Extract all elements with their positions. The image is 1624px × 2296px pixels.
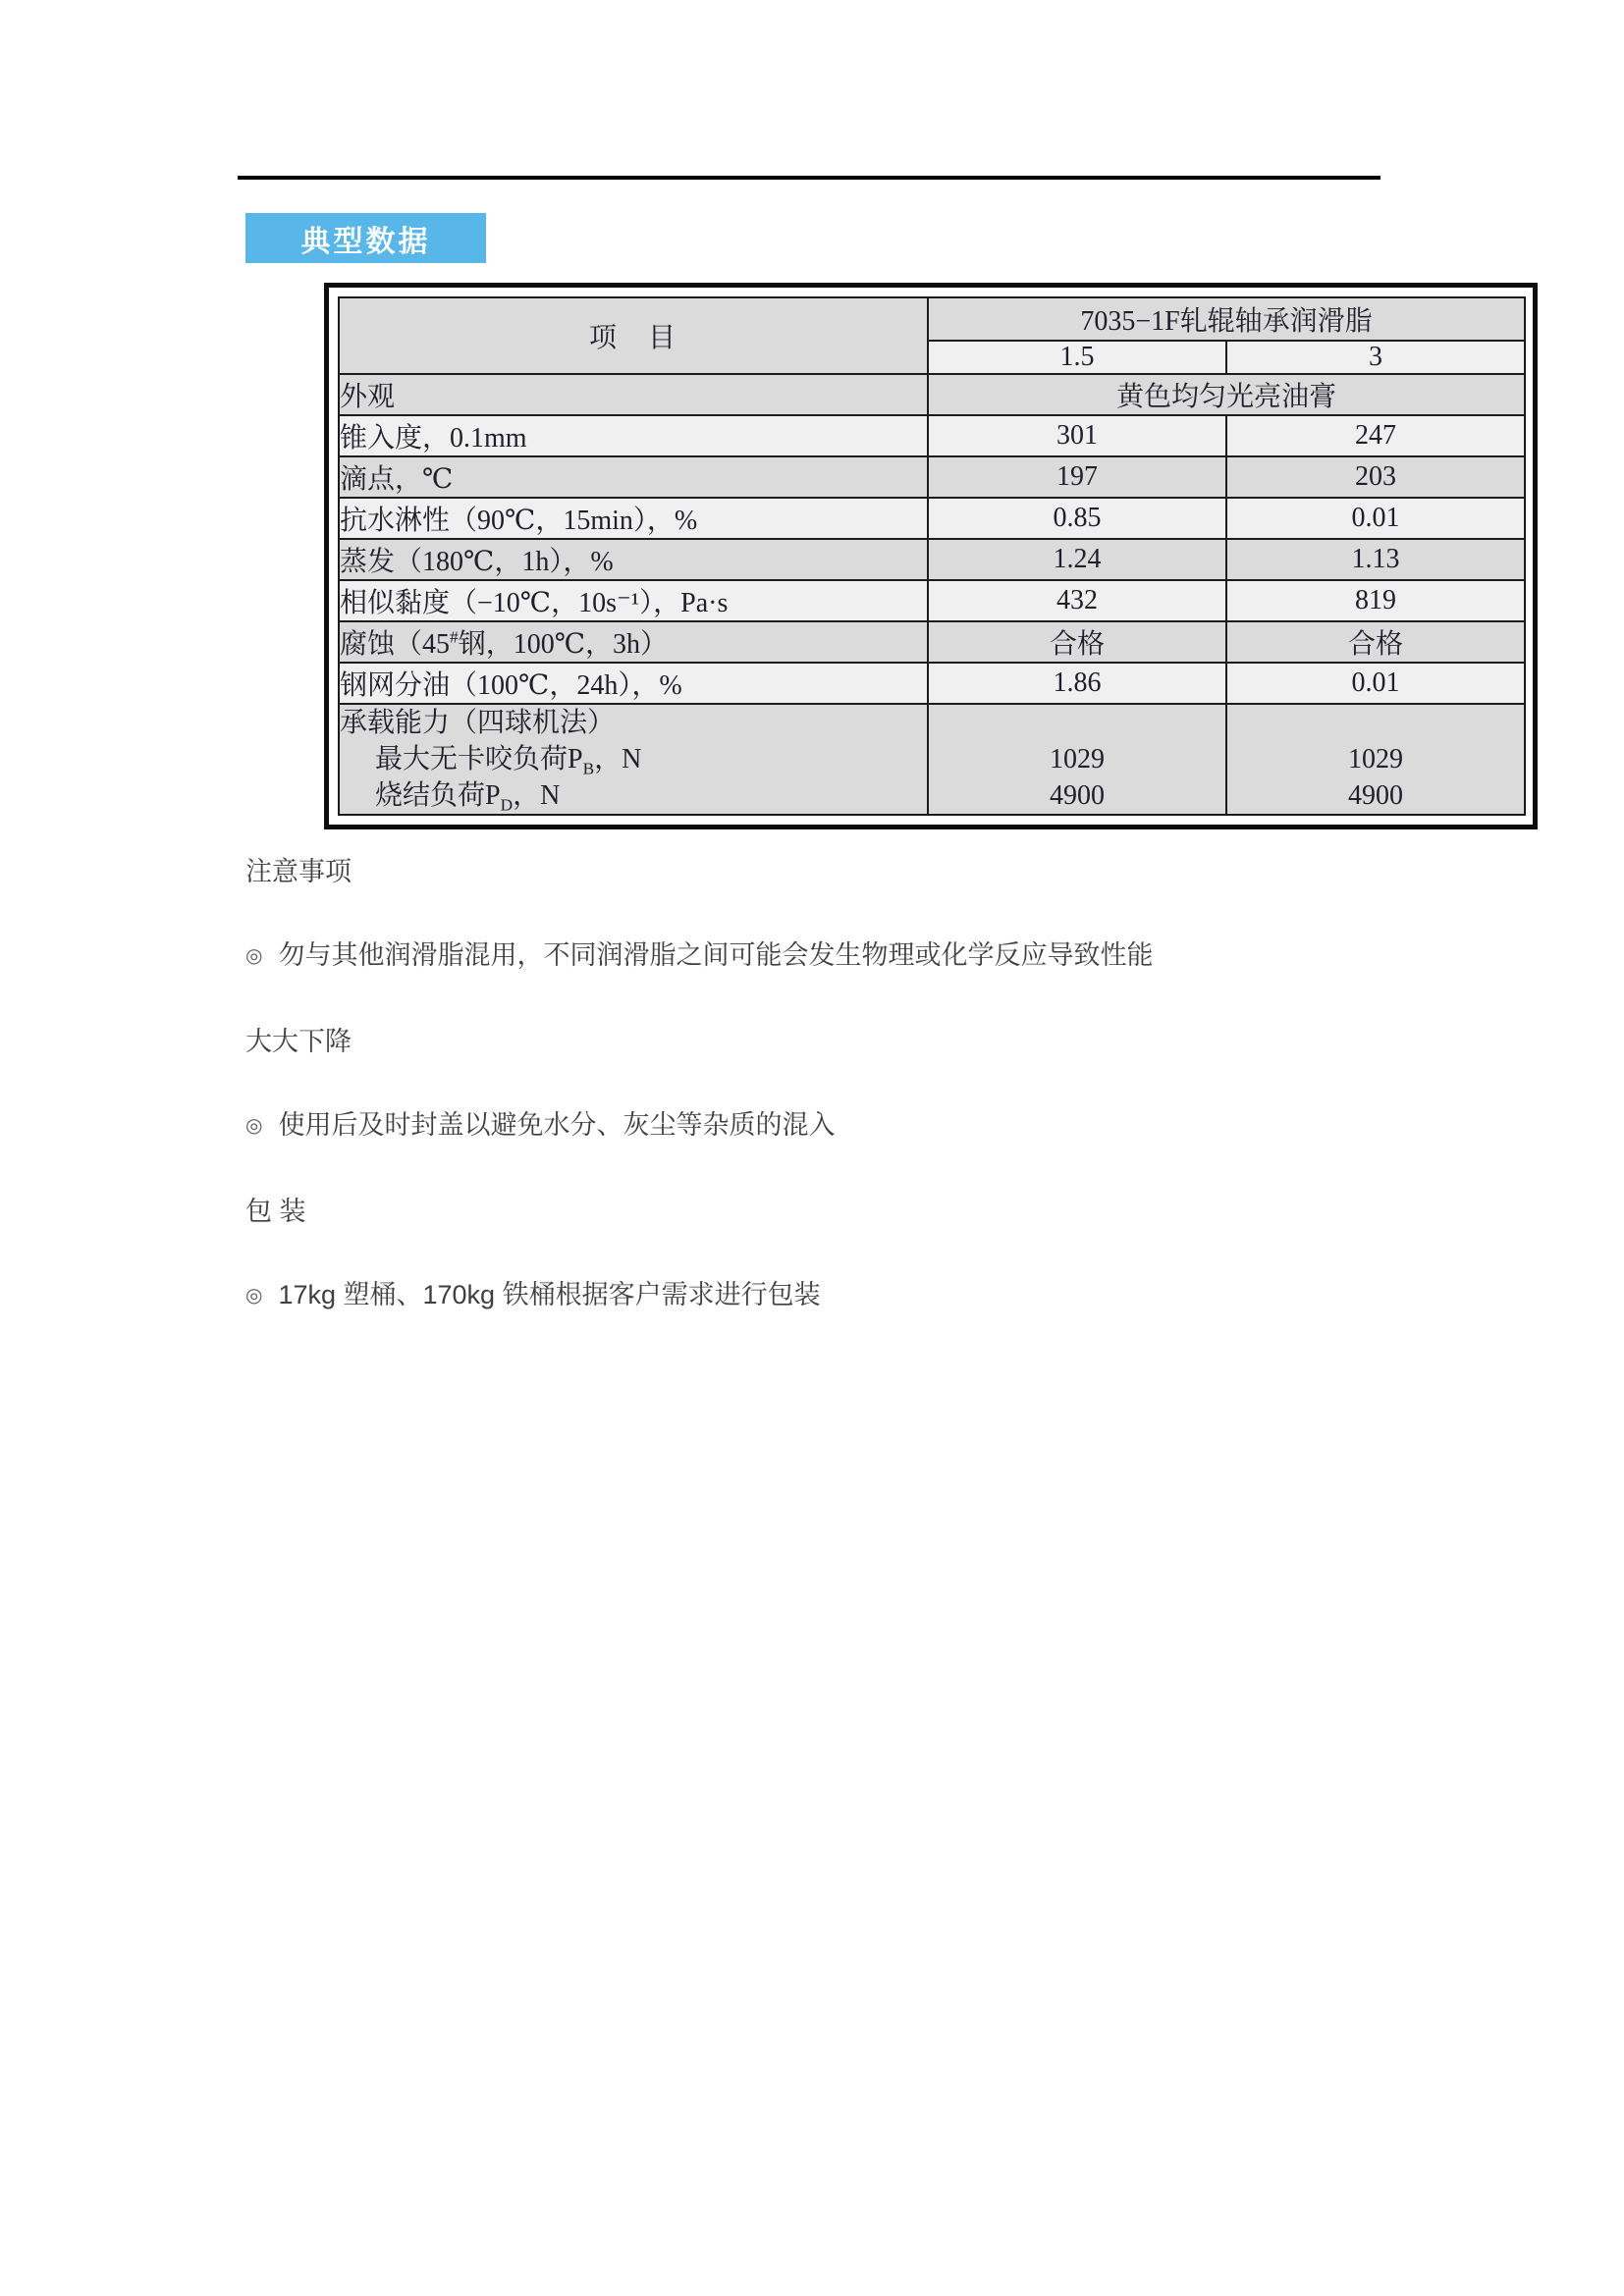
header-item-cell: 项 目 <box>339 297 928 374</box>
note-item-2-text: 使用后及时封盖以避免水分、灰尘等杂质的混入 <box>278 1110 836 1140</box>
row-value-1: 1.24 <box>928 539 1226 580</box>
top-divider <box>238 176 1380 180</box>
row-value-1: 432 <box>928 580 1226 621</box>
load-capacity-pd-label <box>340 777 927 814</box>
note-item-1-text: 勿与其他润滑脂混用，不同润滑脂之间可能会发生物理或化学反应导致性能 <box>278 940 1154 970</box>
row-label: 钢网分油（100℃，24h），% <box>339 663 928 704</box>
grade-2-cell: 3 <box>1226 341 1525 374</box>
row-label: 锥入度，0.1mm <box>339 415 928 456</box>
notes-section <box>245 852 1424 1362</box>
row-value-2: 0.01 <box>1226 498 1525 539</box>
row-value-1: 合格 <box>928 621 1226 663</box>
row-value-1: 301 <box>928 415 1226 456</box>
load-capacity-label-cell <box>339 704 928 815</box>
table-row-water-washout <box>339 498 1525 539</box>
packaging-item <box>245 1275 1424 1317</box>
table-row-load-capacity <box>339 704 1525 815</box>
table-row-appearance <box>339 374 1525 415</box>
row-value-2: 819 <box>1226 580 1525 621</box>
notes-heading: 注意事项 <box>245 857 352 886</box>
spec-table-frame <box>324 283 1538 829</box>
row-value-2: 247 <box>1226 415 1525 456</box>
table-row-oil-separation <box>339 663 1525 704</box>
section-badge-label: 典型数据 <box>300 225 431 258</box>
spec-table <box>338 296 1526 816</box>
spacer-line <box>929 705 1225 741</box>
pd-label-post: ，N <box>513 780 561 811</box>
pd-label-pre: 烧结负荷P <box>375 780 501 811</box>
pb-label-pre: 最大无卡咬负荷P <box>375 744 583 774</box>
pd-value-2: 4900 <box>1348 780 1403 811</box>
row-label: 相似黏度（−10℃，10s⁻¹），Pa·s <box>339 580 928 621</box>
bullet-icon: ◎ <box>245 1285 263 1307</box>
row-value-2: 0.01 <box>1226 663 1525 704</box>
row-value-2: 203 <box>1226 456 1525 498</box>
row-label: 外观 <box>339 374 928 415</box>
spacer-line <box>1227 705 1524 741</box>
note-item-1 <box>245 935 1424 978</box>
pb-value-2: 1029 <box>1348 744 1403 774</box>
table-row-dropping-point <box>339 456 1525 498</box>
label-post: 钢，100℃，3h） <box>458 629 669 660</box>
note-item-2 <box>245 1105 1424 1148</box>
row-value-1: 1.86 <box>928 663 1226 704</box>
header-product-title-cell: 7035−1F轧辊轴承润滑脂 <box>928 297 1525 341</box>
row-value-2: 合格 <box>1226 621 1525 663</box>
row-label <box>339 621 928 663</box>
row-label: 蒸发（180℃，1h），% <box>339 539 928 580</box>
bullet-icon: ◎ <box>245 1115 263 1137</box>
row-value-2: 1.13 <box>1226 539 1525 580</box>
load-capacity-title: 承载能力（四球机法） <box>340 708 616 738</box>
table-row-evaporation <box>339 539 1525 580</box>
load-capacity-pb-label <box>340 741 927 777</box>
load-capacity-values-1 <box>928 704 1226 815</box>
note-item-1-continuation: 大大下降 <box>245 1027 352 1056</box>
pd-label-sub: D <box>500 795 514 815</box>
table-header-row <box>339 297 1525 341</box>
row-label: 抗水淋性（90℃，15min），% <box>339 498 928 539</box>
section-badge-typical-data <box>245 213 486 263</box>
label-pre: 腐蚀（45 <box>340 629 451 660</box>
appearance-value-cell: 黄色均匀光亮油膏 <box>928 374 1525 415</box>
table-row-apparent-viscosity <box>339 580 1525 621</box>
grade-1-cell: 1.5 <box>928 341 1226 374</box>
pd-value-1: 4900 <box>1050 780 1105 811</box>
pb-label-post: ，N <box>594 744 642 774</box>
table-row-penetration <box>339 415 1525 456</box>
row-value-1: 197 <box>928 456 1226 498</box>
table-row-corrosion <box>339 621 1525 663</box>
pb-value-1: 1029 <box>1050 744 1105 774</box>
load-capacity-values-2 <box>1226 704 1525 815</box>
row-label: 滴点，℃ <box>339 456 928 498</box>
row-value-1: 0.85 <box>928 498 1226 539</box>
bullet-icon: ◎ <box>245 945 263 967</box>
pb-label-sub: B <box>582 759 595 778</box>
packaging-heading: 包 装 <box>245 1197 306 1226</box>
label-superscript: # <box>450 627 459 647</box>
packaging-item-text: 17kg 塑桶、170kg 铁桶根据客户需求进行包装 <box>278 1280 821 1309</box>
